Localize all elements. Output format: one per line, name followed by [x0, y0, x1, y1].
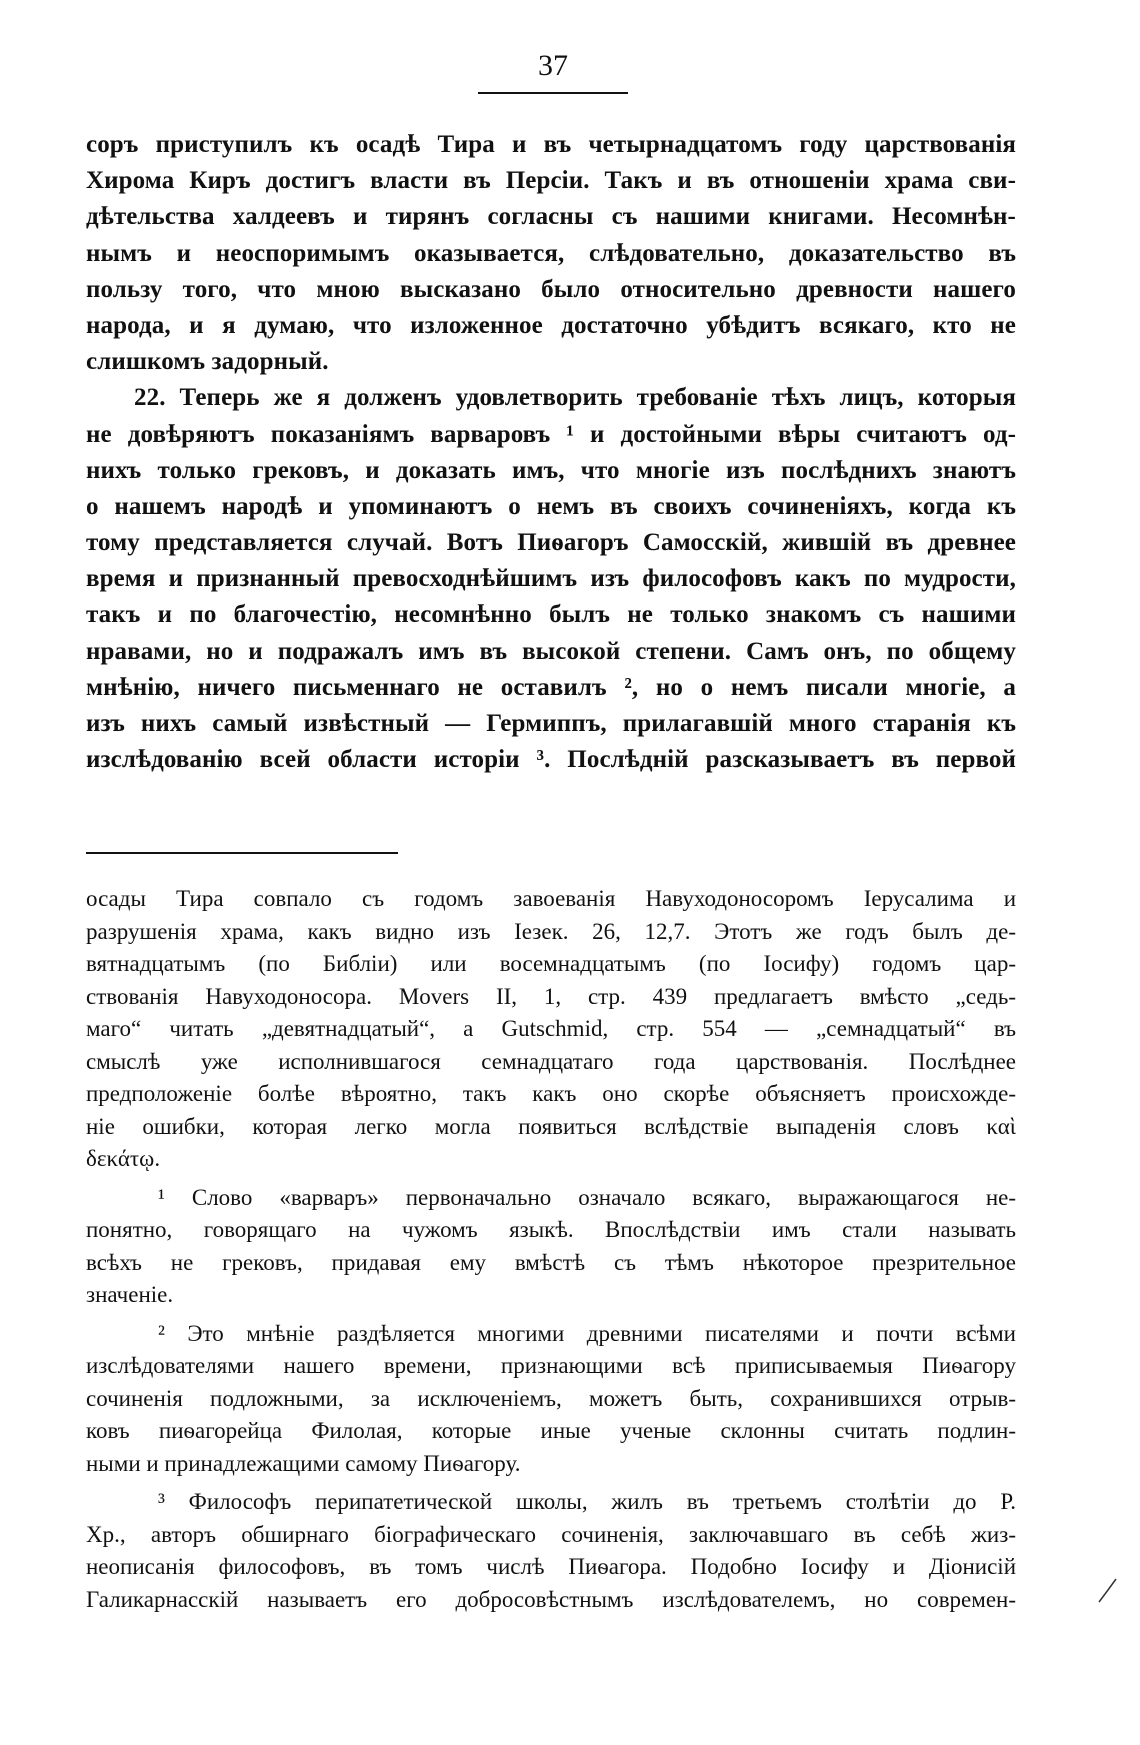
text-line: тому представляется случай. Вотъ Пиѳагоръ Самосскій, жившій въ древнее: [86, 529, 1016, 557]
text-line: такъ и по благочестію, несомнѣнно былъ не только знакомъ съ нашими: [86, 601, 1016, 629]
footnote-line: неописанія философовъ, въ томъ числѣ Пиѳагора. Подобно Іосифу и Діонисій: [86, 1554, 1016, 1579]
footnote-line: вятнадцатымъ (по Библіи) или восемнадцатымъ (по Іосифу) годомъ цар-: [86, 951, 1016, 976]
text-line: соръ приступилъ къ осадѣ Тира и въ четырнадцатомъ году царствованія: [86, 131, 1016, 158]
continued-footnote: [86, 883, 1016, 1176]
footnote-line: Галикарнасскій называетъ его добросовѣстнымъ изслѣдователемъ, но современ-: [86, 1586, 1016, 1612]
footnote-line: сочиненія подложными, за исключеніемъ, можетъ быть, сохранившихся отрыв-: [86, 1385, 1016, 1411]
text-line: нравами, но и подражалъ имъ въ высокой степени. Самъ онъ, по общему: [86, 637, 1016, 665]
footnote-line: предположеніе болѣе вѣроятно, такъ какъ оно скорѣе объясняетъ происхожде-: [86, 1081, 1016, 1106]
text-line: время и признанный превосходнѣйшимъ изъ философовъ какъ по мудрости,: [86, 565, 1016, 593]
footnote-1: [86, 1182, 1016, 1312]
footnote-line: δεκάτῳ.: [86, 1146, 161, 1171]
footnote-line: понятно, говорящаго на чужомъ языкѣ. Впослѣдствіи имъ стали называть: [86, 1217, 1016, 1242]
page-number-rule: [478, 92, 628, 94]
section-22-start: 22. Теперь же я долженъ удовлетворить требованіе тѣхъ лицъ, которыя: [134, 384, 1016, 412]
text-line: мнѣнію, ничего письменнаго не оставилъ ², но о немъ писали многіе, а: [86, 673, 1016, 701]
text-line: не довѣряютъ показаніямъ варваровъ ¹ и достойными вѣры считаютъ од-: [86, 420, 1016, 448]
footnote-line: ными и принадлежащими самому Пиѳагору.: [86, 1450, 521, 1476]
text-line: дѣтельства халдеевъ и тирянъ согласны съ нашими книгами. Несомнѣн-: [86, 203, 1016, 231]
footnotes: [86, 883, 1016, 1616]
footnote-line: ¹ Слово «варваръ» первоначально означало всякаго, выражающагося не-: [158, 1184, 1016, 1210]
text-line: нихъ только грековъ, и доказать имъ, что многіе изъ послѣднихъ знаютъ: [86, 456, 1016, 484]
footnote-line: ³ Философъ перипатетической школы, жилъ въ третьемъ столѣтіи до Р.: [158, 1489, 1016, 1514]
footnote-line: Хр., авторъ обширнаго біографическаго сочиненія, заключавшаго въ себѣ жиз-: [86, 1521, 1016, 1547]
footnote-line: изслѣдователями нашего времени, признающими всѣ приписываемыя Пиѳагору: [86, 1353, 1016, 1378]
footnote-2: [86, 1318, 1016, 1481]
footnote-line: всѣхъ не грековъ, придавая ему вмѣстѣ съ тѣмъ нѣкоторое презрительное: [86, 1249, 1016, 1275]
footnote-line: осады Тира совпало съ годомъ завоеванія Навуходоносоромъ Іерусалима и: [86, 886, 1016, 911]
pencil-mark: [1096, 1575, 1120, 1605]
footnote-line: ствованія Навуходоносора. Movers II, 1, стр. 439 предлагаетъ вмѣсто „седь-: [86, 983, 1016, 1009]
footnote-line: значеніе.: [86, 1282, 174, 1307]
text-line: о нашемъ народѣ и упоминаютъ о немъ въ своихъ сочиненіяхъ, когда къ: [86, 492, 1016, 520]
text-line: нымъ и неоспоримымъ оказывается, слѣдовательно, доказательство въ: [86, 239, 1016, 267]
footnote-3: [86, 1486, 1016, 1616]
footnote-line: смыслѣ уже исполнившагося семнадцатаго года царствованія. Послѣднее: [86, 1048, 1016, 1074]
text-line: пользу того, что мною высказано было относительно древности нашего: [86, 275, 1016, 303]
footnote-line: ніе ошибки, которая легко могла появиться вслѣдствіе выпаденія словъ καὶ: [86, 1113, 1016, 1139]
footnote-line: ковъ пиѳагорейца Филолая, которые иные ученые склонны считать подлин-: [86, 1418, 1016, 1443]
text-line: Хирома Киръ достигъ власти въ Персіи. Такъ и въ отношеніи храма сви-: [86, 167, 1016, 195]
footnote-separator: [86, 852, 398, 854]
footnote-line: ² Это мнѣніе раздѣляется многими древними писателями и почти всѣми: [158, 1320, 1016, 1346]
footnote-line: разрушенія храма, какъ видно изъ Іезек. 26, 12,7. Этотъ же годъ былъ де-: [86, 918, 1016, 944]
text-line: изъ нихъ самый извѣстный — Гермиппъ, прилагавшій много старанія къ: [86, 710, 1016, 737]
footnote-line: маго“ читать „девятнадцатый“, а Gutschmid, стр. 554 — „семнадцатый“ въ: [86, 1016, 1016, 1041]
main-text: [86, 127, 1016, 778]
text-line: народа, и я думаю, что изложенное достаточно убѣдитъ всякаго, кто не: [86, 311, 1016, 339]
page-number: 37: [538, 49, 568, 82]
text-line: слишкомъ задорный.: [86, 348, 329, 376]
text-line: изслѣдованію всей области исторіи ³. Послѣдній разсказываетъ въ первой: [86, 746, 1016, 774]
